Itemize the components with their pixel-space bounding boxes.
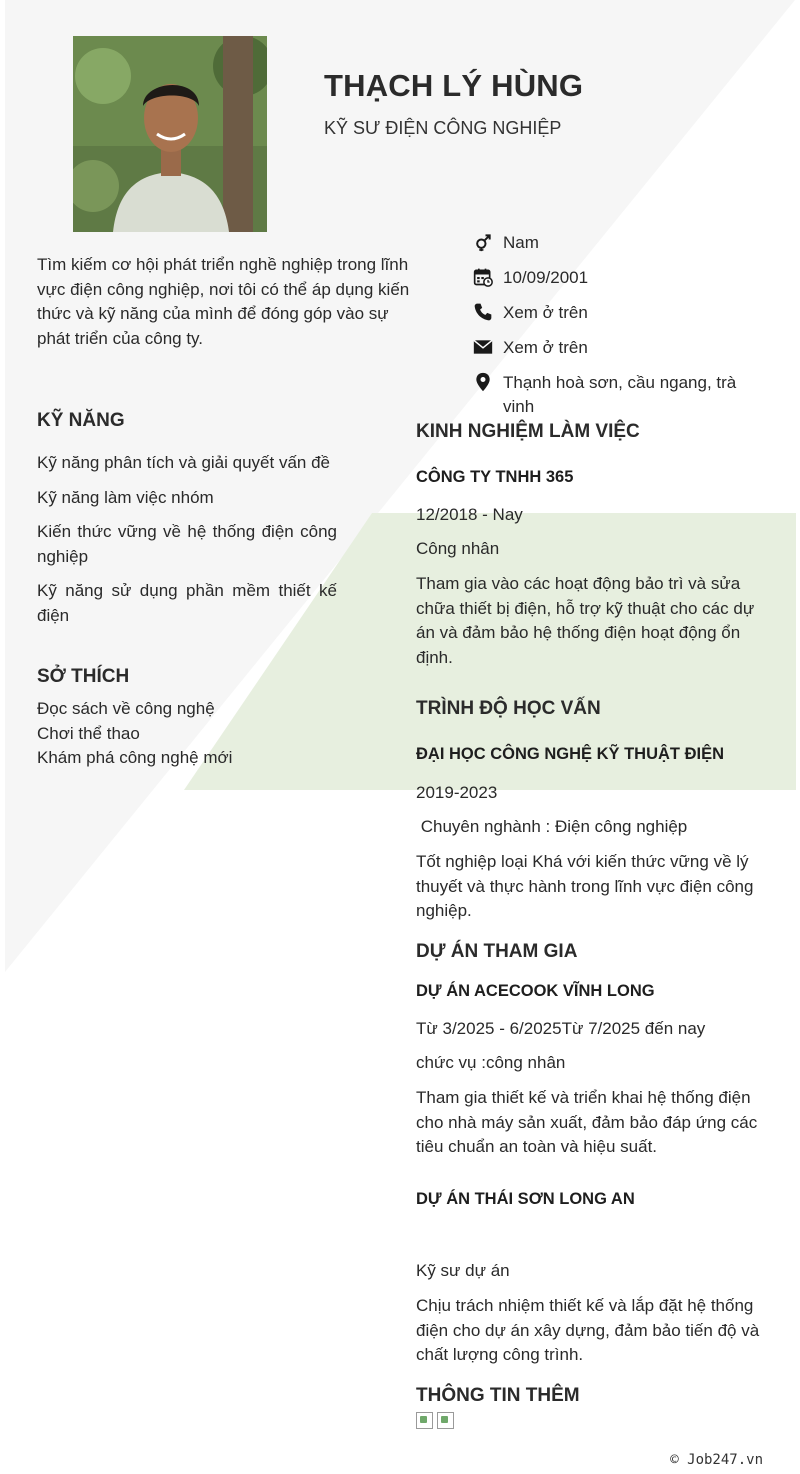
gender-icon xyxy=(472,231,494,253)
phone-icon xyxy=(472,301,494,323)
hobbies-title: SỞ THÍCH xyxy=(37,666,130,687)
contact-birthday xyxy=(472,266,772,290)
profile-photo xyxy=(73,36,267,232)
additional-info-images xyxy=(416,1412,761,1434)
education-period: 2019-2023 xyxy=(416,783,498,802)
project-role: Kỹ sư dự án xyxy=(416,1261,510,1280)
skills-section xyxy=(37,410,337,638)
birthday-value: 10/09/2001 xyxy=(503,268,589,287)
hobby-item: Khám phá công nghệ mới xyxy=(37,748,233,767)
job-title: KỸ SƯ ĐIỆN CÔNG NGHIỆP xyxy=(324,118,562,138)
contact-email xyxy=(472,336,772,360)
gender-value: Nam xyxy=(503,233,539,252)
education-school: ĐẠI HỌC CÔNG NGHỆ KỸ THUẬT ĐIỆN xyxy=(416,745,725,763)
experience-period: 12/2018 - Nay xyxy=(416,505,523,524)
project-name: DỰ ÁN THÁI SƠN LONG AN xyxy=(416,1190,635,1208)
envelope-icon xyxy=(472,336,494,358)
broken-image-icon xyxy=(416,1412,433,1429)
project-description: Tham gia thiết kế và triển khai hệ thống điện cho nhà máy sản xuất, đảm bảo đáp ứng các tiêu chuẩn an toàn và hiệu suất. xyxy=(416,1088,758,1156)
skills-title: KỸ NĂNG xyxy=(37,410,125,431)
address-value: Thạnh hoà sơn, cầu ngang, trà vinh xyxy=(503,373,737,416)
project-period: Từ 3/2025 - 6/2025Từ 7/2025 đến nay xyxy=(416,1019,706,1038)
experience-description: Tham gia vào các hoạt động bảo trì và sửa chữa thiết bị điện, hỗ trợ kỹ thuật cho các dự án và đảm bảo hệ thống điện hoạt động ổn định. xyxy=(416,574,755,667)
experience-title: KINH NGHIỆM LÀM VIỆC xyxy=(416,421,640,442)
education-title: TRÌNH ĐỘ HỌC VẤN xyxy=(416,698,601,719)
calendar-icon xyxy=(472,266,494,288)
candidate-name: THẠCH LÝ HÙNG xyxy=(324,68,584,103)
project-name: DỰ ÁN ACECOOK VĨNH LONG xyxy=(416,982,655,1000)
career-objective: Tìm kiếm cơ hội phát triển nghề nghiệp trong lĩnh vực điện công nghiệp, nơi tôi có thể áp dụng kiến thức và kỹ năng của mình để đóng góp vào sự phát triển của công ty. xyxy=(37,255,410,348)
hobbies-section xyxy=(37,666,337,771)
hobby-item: Đọc sách về công nghệ xyxy=(37,699,215,718)
skill-item: Kỹ năng phân tích và giải quyết vấn đề xyxy=(37,453,330,472)
skill-item: Kỹ năng làm việc nhóm xyxy=(37,487,214,507)
contact-gender xyxy=(472,231,772,255)
contact-phone xyxy=(472,301,772,325)
email-value: Xem ở trên xyxy=(503,338,588,357)
hobby-item: Chơi thể thao xyxy=(37,723,140,743)
project-description: Chịu trách nhiệm thiết kế và lắp đặt hệ thống điện cho dự án xây dựng, đảm bảo tiến độ và chất lượng công trình. xyxy=(416,1296,760,1364)
project-role: chức vụ :công nhân xyxy=(416,1053,566,1072)
location-pin-icon xyxy=(472,371,494,393)
additional-info-title: THÔNG TIN THÊM xyxy=(416,1385,580,1406)
education-major: Chuyên nghành : Điện công nghiệp xyxy=(416,817,688,836)
experience-company: CÔNG TY TNHH 365 xyxy=(416,468,574,486)
projects-title: DỰ ÁN THAM GIA xyxy=(416,941,578,962)
contact-info xyxy=(472,231,772,430)
phone-value: Xem ở trên xyxy=(503,303,588,322)
skill-item: Kiến thức vững về hệ thống điện công nghiệp xyxy=(37,522,337,566)
education-description: Tốt nghiệp loại Khá với kiến thức vững về lý thuyết và thực hành trong lĩnh vực điện công nghiệp. xyxy=(416,852,754,920)
contact-address xyxy=(472,371,772,419)
experience-role: Công nhân xyxy=(416,539,500,558)
skill-item: Kỹ năng sử dụng phần mềm thiết kế điện xyxy=(37,581,337,625)
footer-watermark: © Job247.vn xyxy=(670,1452,763,1468)
broken-image-icon xyxy=(437,1412,454,1429)
